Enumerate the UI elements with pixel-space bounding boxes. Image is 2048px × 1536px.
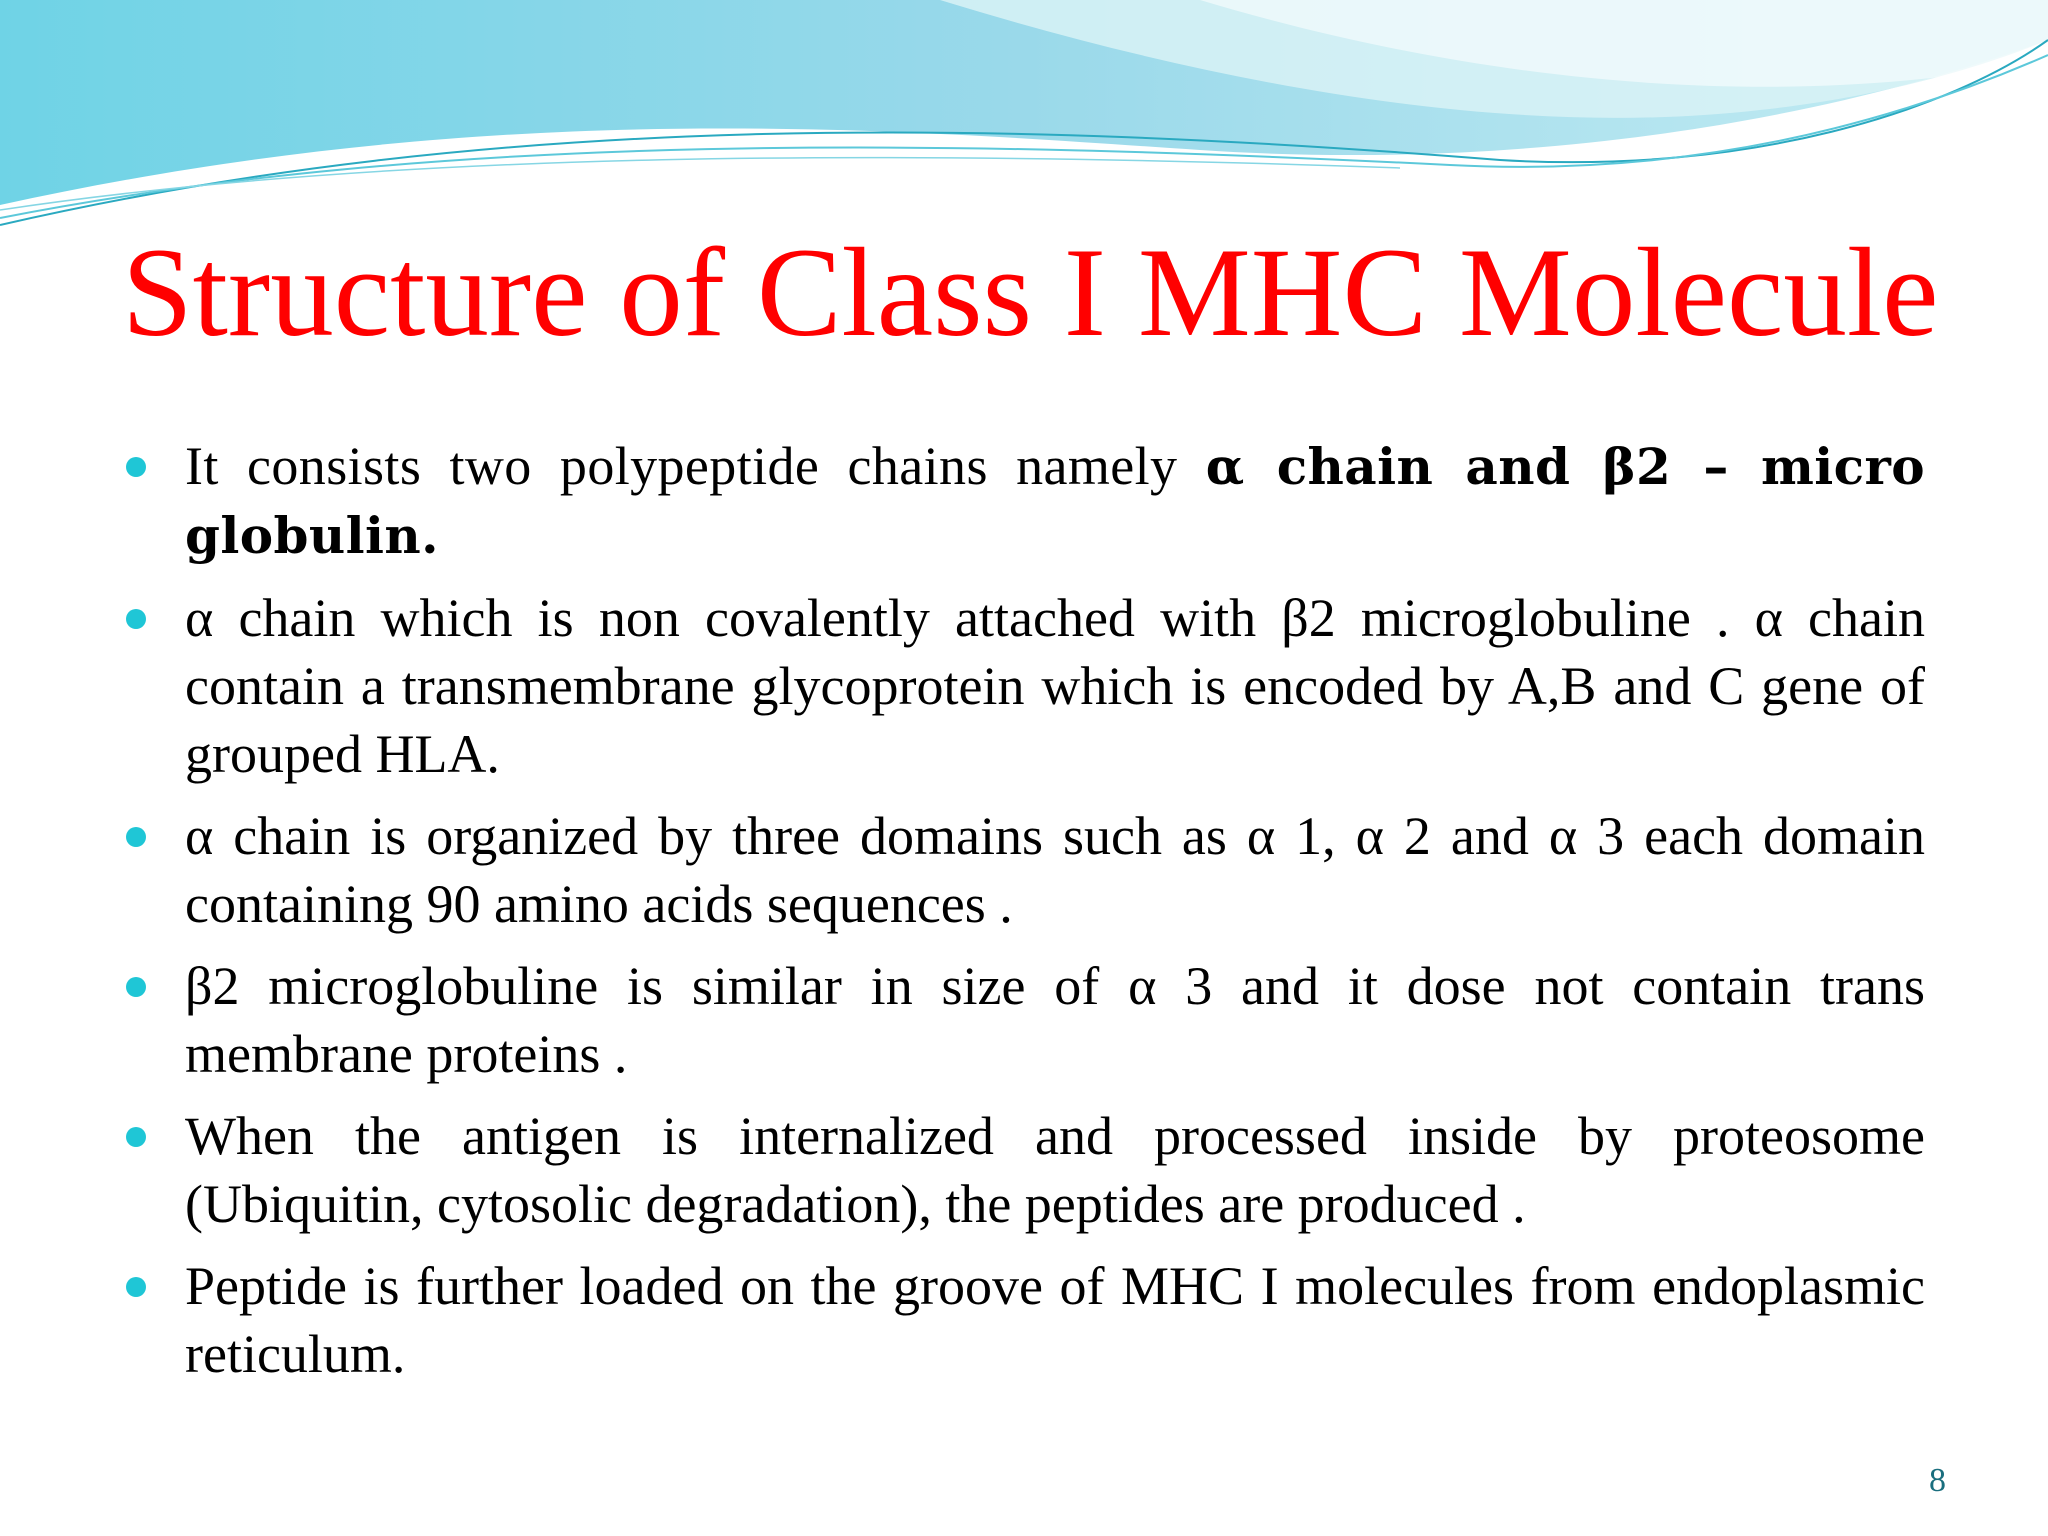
bullet-text: When the antigen is internalized and processed inside by proteosome (Ubiquitin, cytosolic degradation), the peptides are produced . xyxy=(185,1106,1925,1234)
bullet-dot-icon xyxy=(126,609,146,629)
slide-title: Structure of Class I MHC Molecule xyxy=(122,223,1939,363)
bullet-text: α chain which is non covalently attached with β2 microglobuline . α chain contain a transmembrane glycoprotein which is encoded by A,B and C gene of grouped HLA. xyxy=(185,588,1925,784)
bullet-item xyxy=(122,1252,1925,1388)
page-number: 8 xyxy=(1929,1462,1946,1499)
bullet-dot-icon xyxy=(126,1127,146,1147)
bullet-text: It consists two polypeptide chains namely xyxy=(185,436,1206,496)
bullet-item xyxy=(122,1102,1925,1238)
bullet-text: Peptide is further loaded on the groove of MHC I molecules from endoplasmic reticulum. xyxy=(185,1256,1925,1384)
bullet-item xyxy=(122,952,1925,1088)
bullet-text: α chain is organized by three domains such as α 1, α 2 and α 3 each domain containing 90 amino acids sequences . xyxy=(185,806,1925,934)
bullet-item xyxy=(122,432,1925,570)
bullet-item xyxy=(122,584,1925,788)
bullet-item xyxy=(122,802,1925,938)
bullet-dot-icon xyxy=(126,827,146,847)
bullet-list xyxy=(122,432,1925,1402)
bullet-dot-icon xyxy=(126,457,146,477)
bullet-dot-icon xyxy=(126,977,146,997)
bullet-text: β2 microglobuline is similar in size of α 3 and it dose not contain trans membrane proteins . xyxy=(185,956,1925,1084)
bullet-dot-icon xyxy=(126,1277,146,1297)
bold-term: α chain and β2 – micro globulin. xyxy=(185,437,1925,565)
